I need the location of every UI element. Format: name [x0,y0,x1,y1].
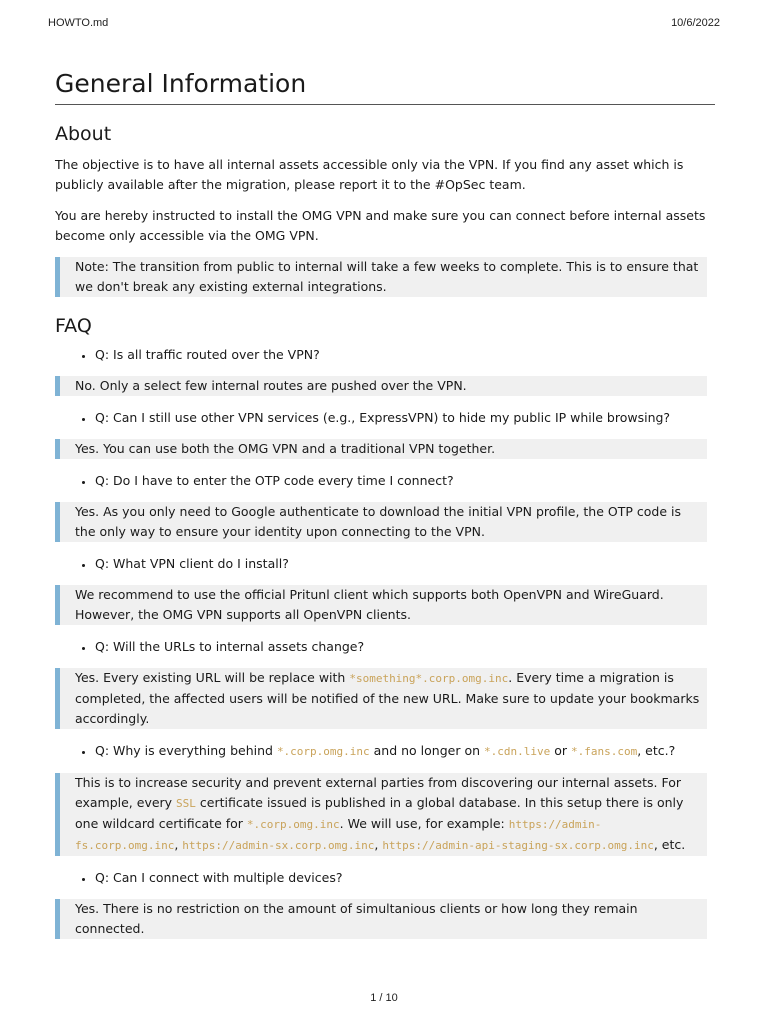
inline-code: *.corp.omg.inc [276,745,370,758]
faq-answer: No. Only a select few internal routes are pushed over the VPN. [55,376,707,396]
faq-answer: Yes. You can use both the OMG VPN and a traditional VPN together. [55,439,707,459]
faq-question: • Q: Can I connect with multiple devices? [95,868,715,888]
faq-question: • Q: What VPN client do I install? [95,554,715,574]
question-text: or [550,743,571,758]
about-paragraph-2: You are hereby instructed to install the OMG VPN and make sure you can connect before internal assets become only accessible via the OMG VPN. [55,208,706,243]
answer-text: , [174,837,183,852]
faq-answer [55,668,707,729]
answer-text: , etc. [653,837,686,852]
faq-answer [55,773,707,856]
answer-text: . We will use, for example: [339,816,509,831]
question-text: , etc.? [637,743,676,758]
faq-question-list [55,408,715,428]
faq-question-list [55,637,715,657]
document-body [55,66,715,951]
answer-text: . Every time a migration is completed, the affected users will be notified of the new URL. Make sure to update your bookmarks accordingly. [75,670,700,726]
inline-code: *.fans.com [570,745,638,758]
faq-question-list [55,741,715,762]
faq-answer: Yes. As you only need to Google authenticate to download the initial VPN profile, the OTP code is the only way to ensure your identity upon connecting to the VPN. [55,502,707,542]
about-heading: About [55,123,112,145]
faq-heading: FAQ [55,315,92,337]
about-paragraph-1: The objective is to have all internal assets accessible only via the VPN. If you find any asset which is publicly available after the migration, please report it to the #OpSec team. [55,157,684,192]
inline-code: *.cdn.live [484,745,551,758]
inline-code: *.corp.omg.inc [246,818,340,831]
inline-code: https://admin-api-staging-sx.corp.omg.inc [382,839,654,852]
faq-question: • Q: Will the URLs to internal assets change? [95,637,715,657]
faq-question: • Q: Is all traffic routed over the VPN? [95,345,715,365]
faq-question-list [55,471,715,491]
faq-question-list [55,868,715,888]
answer-text: , [374,837,383,852]
faq-question-list [55,345,715,365]
inline-code: *something*.corp.omg.inc [349,672,509,685]
question-text: Q: Why is everything behind [95,743,277,758]
answer-text: certificate issued is published in a global database. In this setup there is only one wildcard certificate for [75,795,684,831]
page-number: 1 / 10 [370,992,398,1004]
inline-code: SSL [176,797,196,810]
header-filename: HOWTO.md [48,17,109,29]
transition-note: Note: The transition from public to internal will take a few weeks to complete. This is to ensure that we don't break any existing external integrations. [55,257,707,297]
answer-text: This is to increase security and prevent external parties from discovering our internal assets. For example, every [75,775,682,810]
faq-answer: We recommend to use the official Pritunl client which supports both OpenVPN and WireGuard. However, the OMG VPN supports all OpenVPN clients. [55,585,707,625]
question-text: and no longer on [369,743,484,758]
answer-text: Yes. Every existing URL will be replace with [75,670,350,685]
inline-code: https://admin-fs.corp.omg.inc [75,818,602,852]
faq-question: • Q: Can I still use other VPN services (e.g., ExpressVPN) to hide my public IP while browsing? [95,408,715,428]
faq-question: • Q: Do I have to enter the OTP code every time I connect? [95,471,715,491]
header-date: 10/6/2022 [671,17,720,29]
faq-question [95,741,715,762]
faq-question-list [55,554,715,574]
faq-answer: Yes. There is no restriction on the amount of simultanious clients or how long they remain connected. [55,899,707,939]
page-title: General Information [55,66,715,105]
inline-code: https://admin-sx.corp.omg.inc [182,839,375,852]
